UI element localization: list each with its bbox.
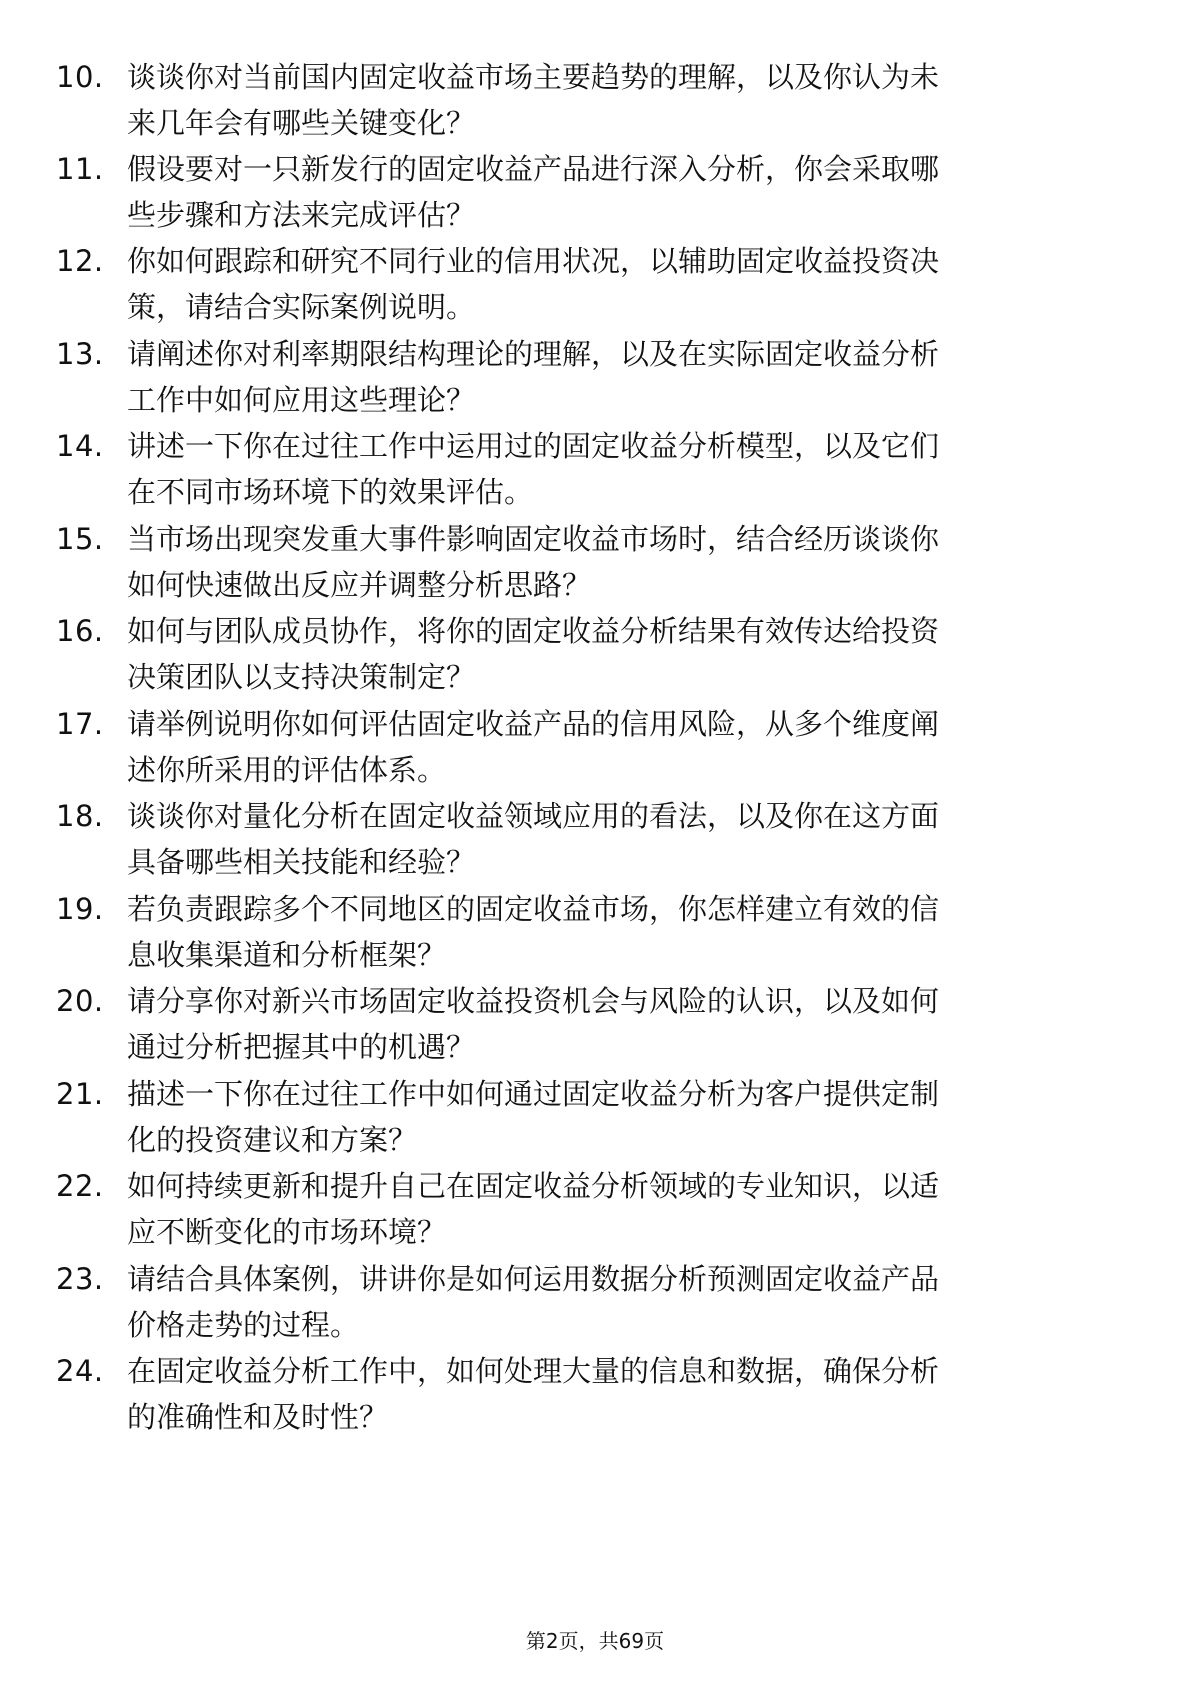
question-line: 些步骤和方法来完成评估？ bbox=[127, 198, 476, 232]
question-line: 述你所采用的评估体系。 bbox=[127, 753, 447, 787]
question-text bbox=[127, 608, 1127, 700]
question-line: 决策团队以支持决策制定？ bbox=[127, 660, 476, 694]
question-number: 12. bbox=[56, 244, 104, 278]
question-line: 谈谈你对量化分析在固定收益领域应用的看法，以及你在这方面 bbox=[127, 799, 940, 833]
question-item bbox=[0, 238, 1190, 338]
question-line: 化的投资建议和方案？ bbox=[127, 1123, 418, 1157]
question-text bbox=[127, 54, 1127, 146]
question-line: 在固定收益分析工作中，如何处理大量的信息和数据，确保分析 bbox=[127, 1354, 940, 1388]
question-line: 如何持续更新和提升自己在固定收益分析领域的专业知识，以适 bbox=[127, 1169, 940, 1203]
question-item bbox=[0, 886, 1190, 986]
question-number: 18. bbox=[56, 799, 104, 833]
question-line: 请阐述你对利率期限结构理论的理解，以及在实际固定收益分析 bbox=[127, 337, 940, 371]
question-text bbox=[127, 701, 1127, 793]
question-line: 的准确性和及时性？ bbox=[127, 1400, 389, 1434]
question-item bbox=[0, 516, 1190, 616]
question-line: 当市场出现突发重大事件影响固定收益市场时，结合经历谈谈你 bbox=[127, 522, 940, 556]
question-number: 15. bbox=[56, 522, 104, 556]
question-text bbox=[127, 1071, 1127, 1163]
question-number: 14. bbox=[56, 429, 104, 463]
question-text bbox=[127, 1256, 1127, 1348]
question-line: 讲述一下你在过往工作中运用过的固定收益分析模型，以及它们 bbox=[127, 429, 940, 463]
question-line: 策，请结合实际案例说明。 bbox=[127, 290, 476, 324]
question-item bbox=[0, 331, 1190, 431]
question-item bbox=[0, 146, 1190, 246]
page-number: 第2页，共69页 bbox=[525, 1629, 665, 1653]
question-line: 息收集渠道和分析框架？ bbox=[127, 938, 447, 972]
question-item bbox=[0, 1348, 1190, 1448]
question-text bbox=[127, 978, 1127, 1070]
question-line: 若负责跟踪多个不同地区的固定收益市场，你怎样建立有效的信 bbox=[127, 892, 940, 926]
question-text bbox=[127, 331, 1127, 423]
question-text bbox=[127, 886, 1127, 978]
question-text bbox=[127, 1163, 1127, 1255]
question-item bbox=[0, 701, 1190, 801]
question-item bbox=[0, 978, 1190, 1078]
question-item bbox=[0, 54, 1190, 154]
question-number: 11. bbox=[56, 152, 104, 186]
question-line: 请举例说明你如何评估固定收益产品的信用风险，从多个维度阐 bbox=[127, 707, 940, 741]
question-text bbox=[127, 423, 1127, 515]
question-text bbox=[127, 516, 1127, 608]
question-line: 假设要对一只新发行的固定收益产品进行深入分析，你会采取哪 bbox=[127, 152, 940, 186]
question-number: 17. bbox=[56, 707, 104, 741]
question-text bbox=[127, 238, 1127, 330]
question-number: 20. bbox=[56, 984, 104, 1018]
question-item bbox=[0, 423, 1190, 523]
question-line: 价格走势的过程。 bbox=[127, 1308, 360, 1342]
question-item bbox=[0, 1071, 1190, 1171]
question-text bbox=[127, 793, 1127, 885]
question-line: 应不断变化的市场环境？ bbox=[127, 1215, 447, 1249]
question-line: 具备哪些相关技能和经验？ bbox=[127, 845, 476, 879]
question-line: 请分享你对新兴市场固定收益投资机会与风险的认识，以及如何 bbox=[127, 984, 940, 1018]
question-item bbox=[0, 608, 1190, 708]
question-line: 如何快速做出反应并调整分析思路？ bbox=[127, 568, 592, 602]
question-number: 13. bbox=[56, 337, 104, 371]
question-item bbox=[0, 1163, 1190, 1263]
question-number: 21. bbox=[56, 1077, 104, 1111]
question-line: 工作中如何应用这些理论？ bbox=[127, 383, 476, 417]
question-line: 请结合具体案例，讲讲你是如何运用数据分析预测固定收益产品 bbox=[127, 1262, 940, 1296]
question-item bbox=[0, 793, 1190, 893]
question-line: 在不同市场环境下的效果评估。 bbox=[127, 475, 534, 509]
question-number: 16. bbox=[56, 614, 104, 648]
question-text bbox=[127, 1348, 1127, 1440]
question-line: 描述一下你在过往工作中如何通过固定收益分析为客户提供定制 bbox=[127, 1077, 940, 1111]
question-number: 10. bbox=[56, 60, 104, 94]
question-item bbox=[0, 1256, 1190, 1356]
question-line: 通过分析把握其中的机遇？ bbox=[127, 1030, 476, 1064]
question-number: 22. bbox=[56, 1169, 104, 1203]
question-text bbox=[127, 146, 1127, 238]
question-line: 谈谈你对当前国内固定收益市场主要趋势的理解，以及你认为未 bbox=[127, 60, 940, 94]
question-number: 23. bbox=[56, 1262, 104, 1296]
question-line: 来几年会有哪些关键变化？ bbox=[127, 106, 476, 140]
question-number: 24. bbox=[56, 1354, 104, 1388]
question-line: 你如何跟踪和研究不同行业的信用状况，以辅助固定收益投资决 bbox=[127, 244, 940, 278]
question-number: 19. bbox=[56, 892, 104, 926]
question-line: 如何与团队成员协作，将你的固定收益分析结果有效传达给投资 bbox=[127, 614, 940, 648]
